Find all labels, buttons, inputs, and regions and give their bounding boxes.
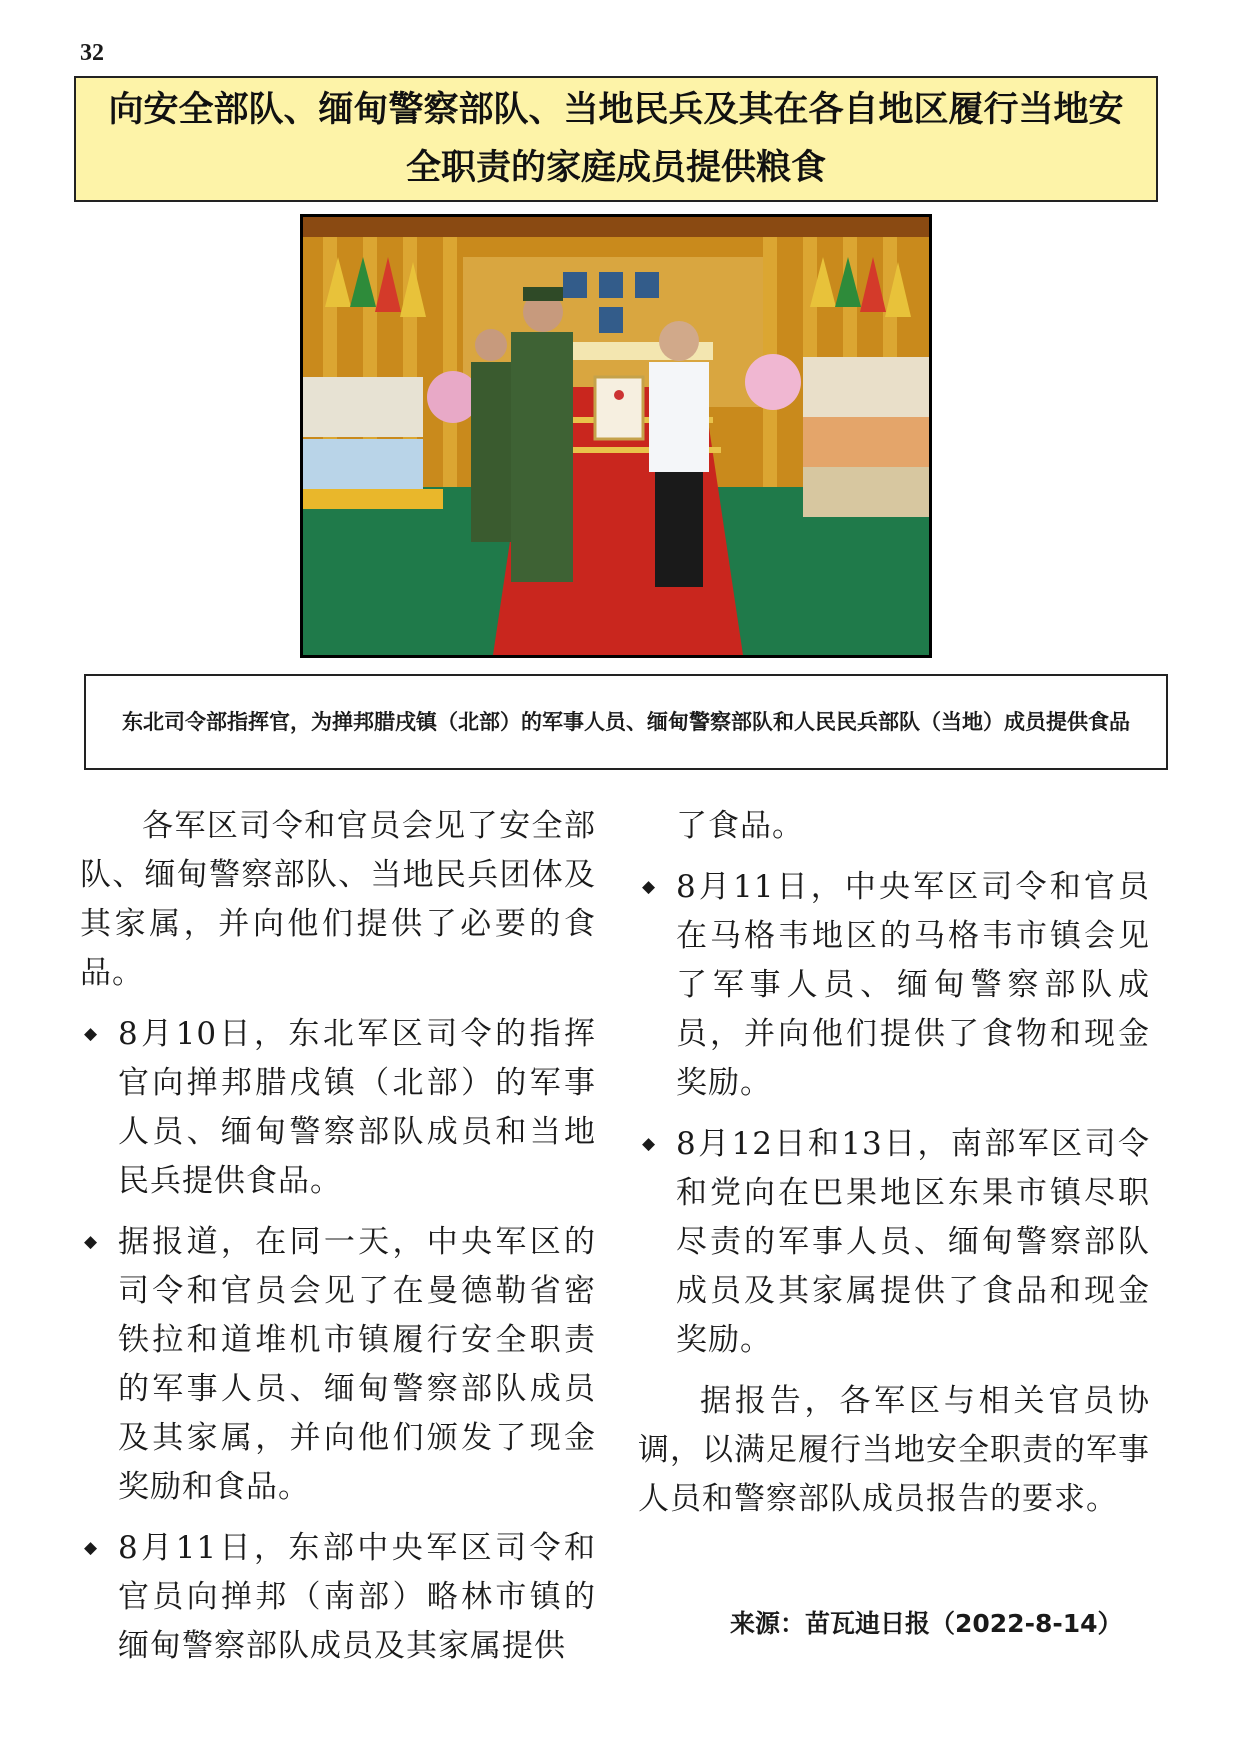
right-column xyxy=(638,802,1150,1536)
list-item xyxy=(80,1218,596,1512)
photo-ceremony-icon xyxy=(303,217,929,655)
intro-paragraph: 各军区司令和官员会见了安全部队、缅甸警察部队、当地民兵团体及其家属，并向他们提供了必要的食品。 xyxy=(80,808,596,991)
left-column xyxy=(80,802,596,1683)
list-item-text: 据报道，在同一天，中央军区的司令和官员会见了在曼德勒省密铁拉和道堆机市镇履行安全职责的军事人员、缅甸警察部队成员及其家属，并向他们颁发了现金奖励和食品。 xyxy=(118,1224,596,1505)
article-title: 向安全部队、缅甸警察部队、当地民兵及其在各自地区履行当地安全职责的家庭成员提供粮食 xyxy=(108,90,1124,188)
continued-text: 了食品。 xyxy=(676,808,804,844)
list-item xyxy=(638,1120,1150,1365)
photo-caption: 东北司令部指挥官，为掸邦腊戌镇（北部）的军事人员、缅甸警察部队和人民民兵部队（当地）成员提供食品 xyxy=(122,710,1130,734)
list-item-text: 8月12日和13日，南部军区司令和党向在巴果地区东果市镇尽职尽责的军事人员、缅甸警察部队成员及其家属提供了食品和现金奖励。 xyxy=(676,1126,1150,1358)
list-item xyxy=(638,863,1150,1108)
diamond-bullet-icon: ◆ xyxy=(84,1538,99,1558)
list-item-text: 8月11日，中央军区司令和官员在马格韦地区的马格韦市镇会见了军事人员、缅甸警察部队成员，并向他们提供了食物和现金奖励。 xyxy=(676,869,1150,1101)
list-item-text: 8月10日，东北军区司令的指挥官向掸邦腊戌镇（北部）的军事人员、缅甸警察部队成员和当地民兵提供食品。 xyxy=(118,1016,596,1199)
list-item xyxy=(80,1010,596,1206)
ceremony-photo xyxy=(300,214,932,658)
page-number: 32 xyxy=(80,40,104,66)
diamond-bullet-icon: ◆ xyxy=(642,1134,657,1154)
diamond-bullet-icon: ◆ xyxy=(642,877,657,897)
diamond-bullet-icon: ◆ xyxy=(84,1024,99,1044)
diamond-bullet-icon: ◆ xyxy=(84,1232,99,1252)
article-title-box xyxy=(74,76,1158,202)
photo-caption-box xyxy=(84,674,1168,770)
source-line: 来源：苗瓦迪日报（2022-8-14） xyxy=(730,1609,1123,1638)
closing-paragraph: 据报告，各军区与相关官员协调，以满足履行当地安全职责的军事人员和警察部队成员报告的要求。 xyxy=(638,1383,1150,1517)
list-item xyxy=(80,1524,596,1671)
list-item-text: 8月11日，东部中央军区司令和官员向掸邦（南部）略林市镇的缅甸警察部队成员及其家属提供 xyxy=(118,1530,596,1664)
